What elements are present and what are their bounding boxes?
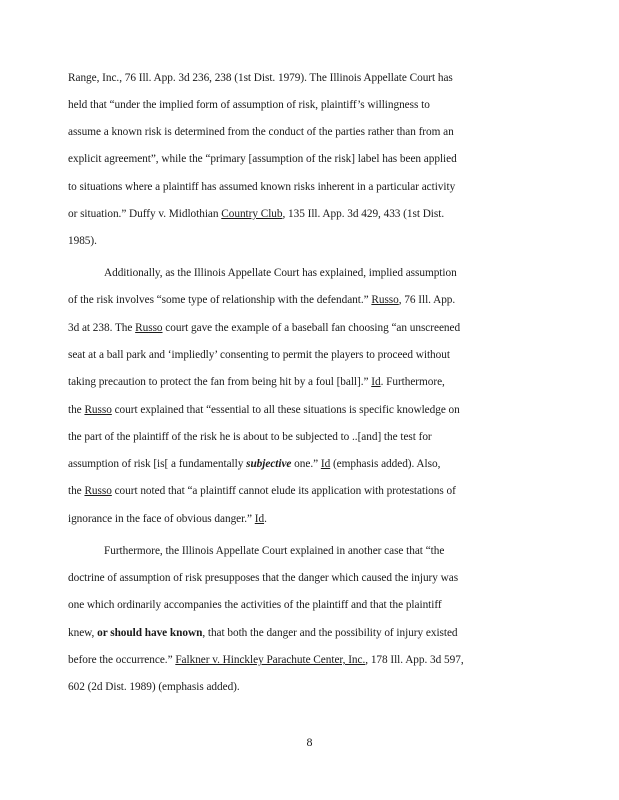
- emphasized-text: Country Club: [221, 208, 283, 220]
- emphasized-text: subjective: [246, 458, 292, 470]
- text-segment: to situations where a plaintiff has assumed known risks inherent in a particular activity: [68, 181, 456, 193]
- text-segment: 3d at 238. The: [68, 322, 136, 334]
- text-segment: Range, Inc., 76 Ill. App. 3d 236, 238 (1st Dist. 1979). The Illinois Appellate Court has: [68, 72, 453, 84]
- text-line: [68, 512, 267, 526]
- text-line: [68, 484, 456, 498]
- emphasized-text: Id: [320, 458, 331, 470]
- text-segment: , 135 Ill. App. 3d 429, 433 (1st Dist.: [282, 208, 445, 220]
- text-segment: or situation.” Duffy v. Midlothian: [68, 208, 222, 220]
- text-segment: , that both the danger and the possibility of injury existed: [202, 627, 458, 639]
- text-segment: 1985).: [68, 235, 97, 247]
- text-segment: assume a known risk is determined from the conduct of the parties rather than from an: [68, 126, 454, 138]
- text-line: [104, 544, 444, 558]
- text-segment: of the risk involves “some type of relationship with the defendant.”: [68, 294, 372, 306]
- text-line: [68, 571, 458, 585]
- text-segment: court explained that “essential to all these situations is specific knowledge on: [111, 404, 460, 416]
- emphasized-text: or should have known: [97, 627, 203, 639]
- text-line: [68, 152, 457, 166]
- text-segment: held that “under the implied form of assumption of risk, plaintiff’s willingness to: [68, 99, 430, 111]
- emphasized-text: Falkner v. Hinckley Parachute Center, Inc.: [175, 654, 366, 666]
- text-segment: Additionally, as the Illinois Appellate Court has explained, implied assumption: [104, 267, 457, 279]
- text-line: [68, 234, 97, 248]
- text-segment: ignorance in the face of obvious danger.”: [68, 513, 255, 525]
- text-segment: knew,: [68, 627, 98, 639]
- text-segment: before the occurrence.”: [68, 654, 176, 666]
- text-segment: one.”: [291, 458, 321, 470]
- text-segment: , 178 Ill. App. 3d 597,: [365, 654, 464, 666]
- text-line: [68, 598, 442, 612]
- text-segment: court noted that “a plaintiff cannot elude its application with protestations of: [111, 485, 456, 497]
- text-segment: .: [264, 513, 267, 525]
- text-line: [68, 98, 430, 112]
- emphasized-text: Id: [371, 376, 381, 388]
- text-segment: one which ordinarily accompanies the activities of the plaintiff and that the plaintiff: [68, 599, 442, 611]
- text-segment: . Furthermore,: [380, 376, 445, 388]
- emphasized-text: Russo: [84, 485, 112, 497]
- text-line: [68, 180, 455, 194]
- text-line: [68, 348, 450, 362]
- text-segment: assumption of risk [is[ a fundamentally: [68, 458, 247, 470]
- text-segment: taking precaution to protect the fan from being hit by a foul [ball].”: [68, 376, 372, 388]
- text-segment: seat at a ball park and ‘impliedly’ consenting to permit the players to proceed without: [68, 349, 450, 361]
- text-line: [68, 125, 454, 139]
- page-number: 8: [306, 735, 313, 749]
- text-segment: 602 (2d Dist. 1989) (emphasis added).: [68, 681, 240, 693]
- text-line: [68, 653, 464, 667]
- text-segment: Furthermore, the Illinois Appellate Court explained in another case that “the: [104, 545, 445, 557]
- text-line: [68, 457, 440, 471]
- text-line: [68, 430, 432, 444]
- text-segment: , 76 Ill. App.: [398, 294, 456, 306]
- emphasized-text: Russo: [135, 322, 163, 334]
- text-segment: the: [68, 404, 85, 416]
- text-line: [68, 207, 444, 221]
- emphasized-text: Russo: [84, 404, 112, 416]
- text-line: [68, 403, 460, 417]
- text-segment: doctrine of assumption of risk presupposes that the danger which caused the injury was: [68, 572, 459, 584]
- text-line: [68, 71, 453, 85]
- emphasized-text: Id: [254, 513, 265, 525]
- text-line: [68, 680, 240, 694]
- text-line: [104, 266, 457, 280]
- text-line: [68, 626, 458, 640]
- text-segment: (emphasis added). Also,: [330, 458, 441, 470]
- text-segment: the part of the plaintiff of the risk he is about to be subjected to ..[and] the test for: [68, 431, 432, 443]
- text-line: [68, 293, 455, 307]
- text-segment: explicit agreement”, while the “primary [assumption of the risk] label has been applied: [68, 153, 457, 165]
- text-line: [68, 375, 445, 389]
- text-segment: court gave the example of a baseball fan choosing “an unscreened: [162, 322, 461, 334]
- text-line: [68, 321, 460, 335]
- text-segment: the: [68, 485, 85, 497]
- emphasized-text: Russo: [371, 294, 399, 306]
